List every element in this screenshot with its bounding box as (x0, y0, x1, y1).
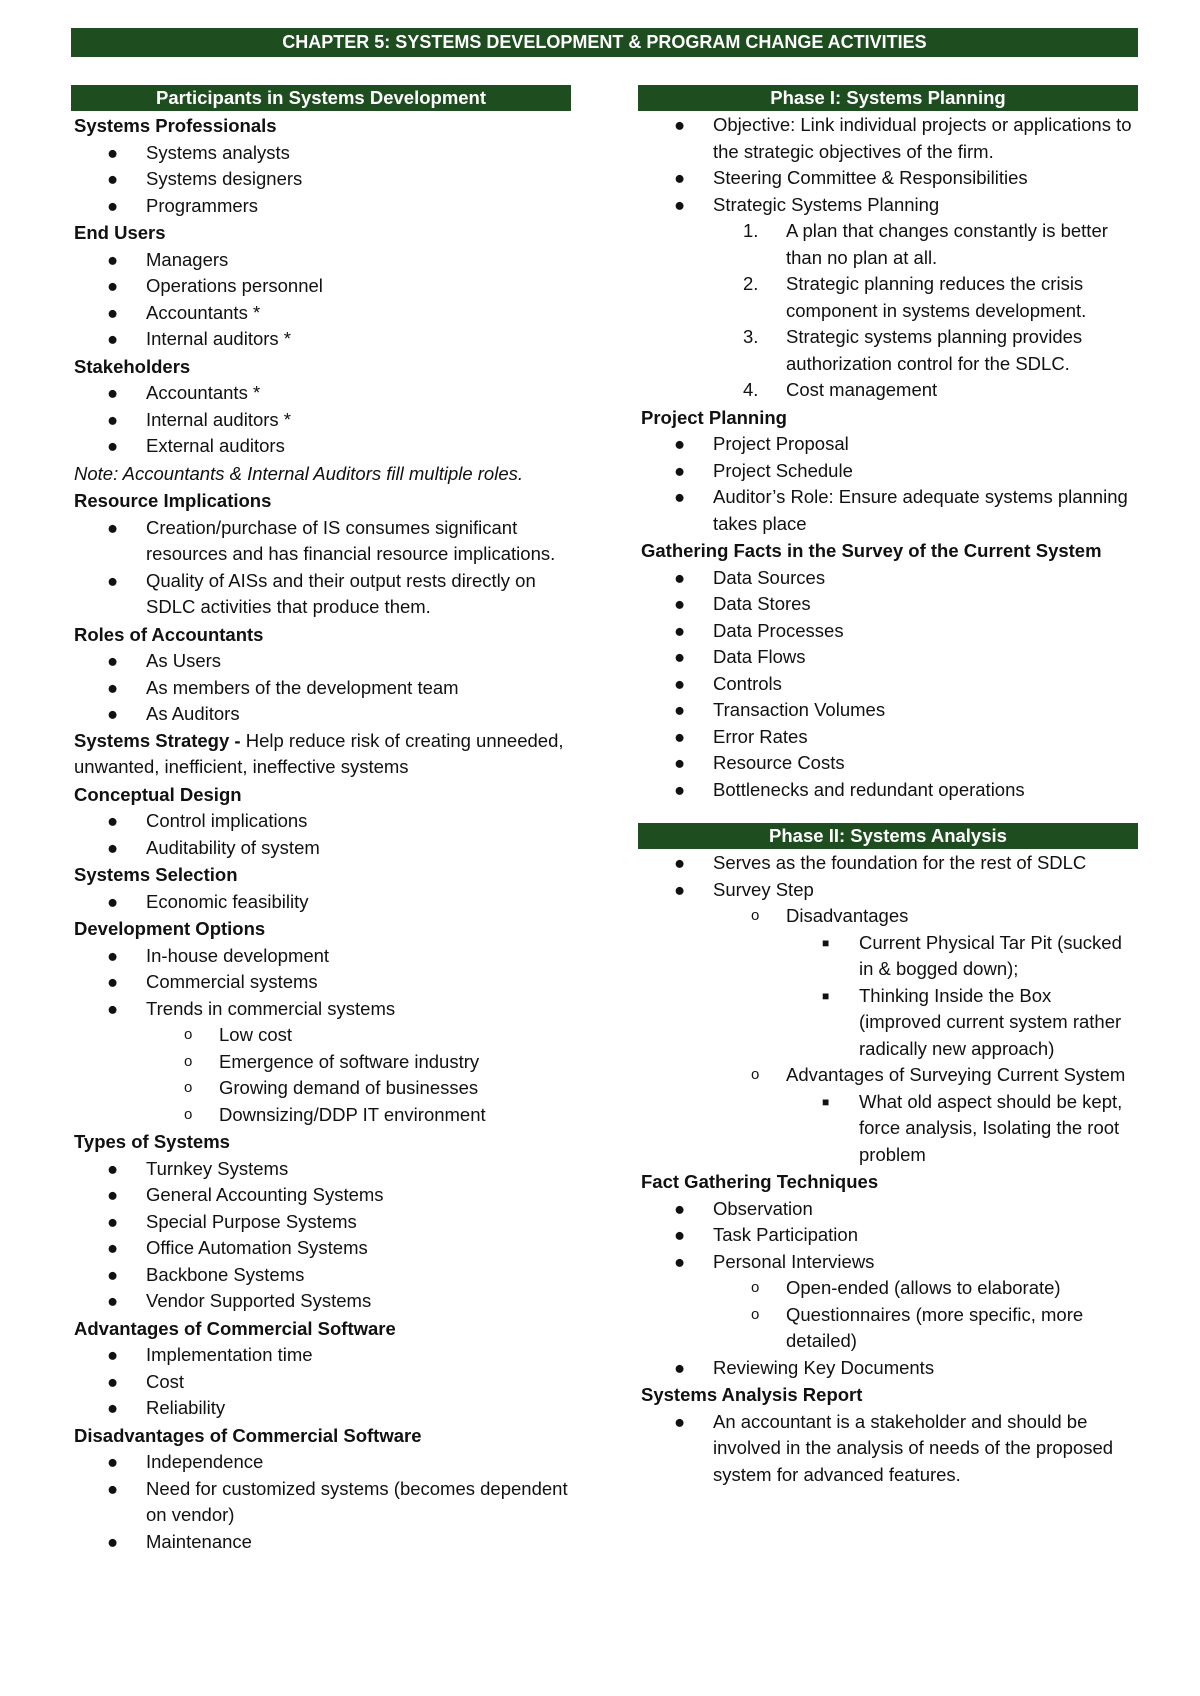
list-item: ● Steering Committee & Responsibilities (638, 165, 1138, 192)
bullet-icon: ● (674, 778, 686, 800)
list-item: ● Systems analysts (71, 140, 571, 167)
list-item: ● Turnkey Systems (71, 1156, 571, 1183)
bullet-icon: ● (674, 167, 686, 188)
bullet-icon: ● (674, 114, 686, 135)
circle-bullet-icon: o (184, 1026, 193, 1043)
bullet-icon: ● (107, 676, 119, 698)
bullet-icon: ● (107, 890, 119, 912)
list-item: ● As members of the development team (71, 675, 571, 702)
list-item: ● Reviewing Key Documents (638, 1355, 1138, 1382)
bullet-icon: ● (674, 725, 686, 747)
list-item: ● Strategic Systems Planning 1. A plan that changes constantly is better than no plan at all. 2. Strategic planning reduces the crisis component in systems development. 3. Strategic systems planning provides authorization control for the SDLC. 4. Cost management (638, 192, 1138, 404)
heading-development-options: Development Options (74, 918, 266, 939)
list-item: ● As Users (71, 648, 571, 675)
list-item: ● Auditability of system (71, 835, 571, 862)
list-gathering-facts (638, 565, 1138, 804)
list-conceptual-design (71, 808, 571, 861)
list-item: ● Systems designers (71, 166, 571, 193)
bullet-icon: ● (107, 1237, 119, 1258)
heading-analysis-report: Systems Analysis Report (641, 1384, 863, 1405)
list-item: o Open-ended (allows to elaborate) (713, 1275, 1138, 1302)
list-survey-disadvantages (786, 930, 1138, 1063)
list-item: ● Data Sources (638, 565, 1138, 592)
list-item: ● Control implications (71, 808, 571, 835)
list-item: ■ What old aspect should be kept, force analysis, Isolating the root problem (822, 1090, 1123, 1165)
heading-stakeholders: Stakeholders (74, 355, 191, 377)
bullet-icon: ● (107, 168, 119, 189)
bullet-icon: ● (107, 944, 119, 966)
list-item: ■ Thinking Inside the Box (improved current system rather radically new approach) (822, 984, 1122, 1059)
bullet-icon: ● (674, 1250, 686, 1272)
heading-gathering-facts: Gathering Facts in the Survey of the Current System (641, 540, 1102, 561)
list-item: ● Trends in commercial systems o Low cost o Emergence of software industry o Growing demand of businesses o Downsizing/DDP IT environment (71, 996, 571, 1129)
list-stakeholders (71, 380, 571, 460)
list-item: ● Economic feasibility (71, 889, 571, 916)
bullet-icon: ● (107, 301, 119, 323)
list-item: ● Data Flows (638, 644, 1138, 671)
systems-strategy-text: Help reduce risk of creating unneeded, unwanted, inefficient, ineffective systems (74, 729, 564, 777)
list-item: ● As Auditors (71, 701, 571, 728)
bullet-icon: ● (674, 1224, 686, 1245)
list-phase-2 (638, 850, 1138, 1168)
list-item: ● Programmers (71, 193, 571, 220)
list-item: ● Data Stores (638, 591, 1138, 618)
list-item: ● Creation/purchase of IS consumes significant resources and has financial resource implications. (107, 516, 556, 564)
list-item: o Advantages of Surveying Current System ■ What old aspect should be kept, force analysis, Isolating the root problem (713, 1062, 1138, 1168)
list-project-planning (638, 431, 1138, 537)
circle-bullet-icon: o (751, 1279, 760, 1296)
list-item: 1. A plan that changes constantly is better than no plan at all. (743, 220, 1108, 268)
list-item: ■ Current Physical Tar Pit (sucked in & bogged down); (822, 931, 1122, 979)
list-item: ● Managers (71, 247, 571, 274)
bullet-icon: ● (107, 1477, 119, 1499)
heading-systems-selection: Systems Selection (74, 864, 238, 885)
list-item: ● Transaction Volumes (638, 697, 1138, 724)
list-systems-selection (71, 889, 571, 916)
list-phase-1 (638, 112, 1138, 404)
list-item: ● Accountants * (71, 380, 571, 407)
bullet-icon: ● (107, 997, 119, 1019)
list-item: ● Bottlenecks and redundant operations (638, 777, 1138, 804)
list-item: ● Objective: Link individual projects or applications to the strategic objectives of the firm. (674, 114, 1132, 162)
list-item: ● Implementation time (71, 1342, 571, 1369)
list-item: ● Need for customized systems (becomes dependent on vendor) (107, 1477, 568, 1525)
list-item: o Growing demand of businesses (146, 1075, 571, 1102)
list-resource-implications (71, 515, 571, 621)
list-roles-of-accountants (71, 648, 571, 728)
heading-project-planning: Project Planning (641, 406, 787, 428)
list-item: ● Office Automation Systems (71, 1235, 571, 1262)
bullet-icon: ● (107, 1344, 119, 1365)
list-item: ● Quality of AISs and their output rests directly on SDLC activities that produce them. (107, 569, 536, 617)
bullet-icon: ● (107, 1290, 119, 1311)
bullet-icon: ● (107, 1397, 119, 1418)
list-item: ● Project Schedule (638, 458, 1138, 485)
bullet-icon: ● (107, 141, 119, 163)
section-header-phase-1: Phase I: Systems Planning (638, 85, 1138, 111)
bullet-icon: ● (674, 1410, 686, 1432)
list-advantages-commercial-software (71, 1342, 571, 1422)
bullet-icon: ● (107, 810, 119, 831)
list-item: ● Independence (71, 1449, 571, 1476)
list-item: ● Maintenance (71, 1529, 571, 1556)
list-item: ● Accountants * (71, 300, 571, 327)
list-survey-advantages (786, 1089, 1138, 1169)
list-analysis-report (638, 1409, 1138, 1489)
section-header-participants: Participants in Systems Development (71, 85, 571, 111)
list-item: ● Special Purpose Systems (71, 1209, 571, 1236)
list-item: ● Project Proposal (638, 431, 1138, 458)
list-item: ● In-house development (71, 943, 571, 970)
list-item: o Low cost (146, 1022, 571, 1049)
list-survey-step (713, 903, 1138, 1168)
list-item: o Emergence of software industry (146, 1049, 571, 1076)
list-item: ● Backbone Systems (71, 1262, 571, 1289)
bullet-icon: ● (674, 486, 686, 507)
list-item: ● Auditor’s Role: Ensure adequate systems planning takes place (674, 486, 1128, 534)
bullet-icon: ● (674, 699, 686, 720)
bullet-icon: ● (674, 593, 686, 614)
bullet-icon: ● (107, 1263, 119, 1285)
list-item: ● Cost (71, 1369, 571, 1396)
heading-disadvantages-commercial-software: Disadvantages of Commercial Software (74, 1424, 422, 1446)
systems-strategy (71, 728, 571, 781)
list-number: 1. (743, 220, 759, 241)
list-item: 4. Cost management (713, 377, 1138, 404)
circle-bullet-icon: o (184, 1052, 193, 1070)
bullet-icon: ● (107, 516, 119, 538)
bullet-icon: ● (674, 433, 686, 454)
list-number: 3. (743, 326, 759, 347)
circle-bullet-icon: o (751, 907, 760, 924)
bullet-icon: ● (107, 1370, 119, 1392)
list-systems-professionals (71, 140, 571, 220)
bullet-icon: ● (674, 852, 686, 873)
bullet-icon: ● (107, 703, 119, 724)
square-bullet-icon: ■ (822, 988, 830, 1003)
bullet-icon: ● (674, 752, 686, 773)
list-item: o Disadvantages ■ Current Physical Tar Pit (sucked in & bogged down); ■ Thinking Inside the Box (improved current system rather radically new approach) (713, 903, 1138, 1062)
list-item: 3. Strategic systems planning provides authorization control for the SDLC. (743, 326, 1083, 374)
list-item: ● Controls (638, 671, 1138, 698)
heading-conceptual-design: Conceptual Design (74, 783, 242, 805)
circle-bullet-icon: o (751, 1305, 760, 1323)
bullet-icon: ● (674, 193, 686, 215)
section-header-phase-2: Phase II: Systems Analysis (638, 823, 1138, 849)
heading-systems-professionals: Systems Professionals (74, 115, 277, 136)
list-item: ● Personal Interviews o Open-ended (allows to elaborate) o Questionnaires (more specific, more detailed) (638, 1249, 1138, 1355)
list-item: ● External auditors (71, 433, 571, 460)
list-item: ● Data Processes (638, 618, 1138, 645)
bullet-icon: ● (107, 971, 119, 992)
list-item: ● Vendor Supported Systems (71, 1288, 571, 1315)
list-types-of-systems (71, 1156, 571, 1315)
list-item: ● Commercial systems (71, 969, 571, 996)
circle-bullet-icon: o (184, 1079, 193, 1096)
list-item: ● Serves as the foundation for the rest of SDLC (638, 850, 1138, 877)
list-item: 2. Strategic planning reduces the crisis component in systems development. (743, 273, 1087, 321)
list-development-options (71, 943, 571, 1129)
list-item: ● Survey Step o Disadvantages ■ Current Physical Tar Pit (sucked in & bogged down); ■ Thinking Inside the Box (improved current system rather radically new approach) o Advantages of Surveying Current System ■ What old aspect should be kept, force analysis, Isolating the root problem (638, 877, 1138, 1169)
list-item: o Questionnaires (more specific, more detailed) (751, 1303, 1084, 1351)
bullet-icon: ● (674, 646, 686, 667)
list-trends (146, 1022, 571, 1128)
bullet-icon: ● (674, 619, 686, 641)
heading-end-users: End Users (74, 222, 166, 243)
bullet-icon: ● (107, 650, 119, 671)
bullet-icon: ● (107, 1530, 119, 1552)
bullet-icon: ● (674, 1356, 686, 1378)
bullet-icon: ● (674, 672, 686, 694)
bullet-icon: ● (107, 328, 119, 349)
list-end-users (71, 247, 571, 353)
bullet-icon: ● (107, 275, 119, 296)
list-item: ● An accountant is a stakeholder and should be involved in the analysis of needs of the proposed system for advanced features. (674, 1410, 1114, 1485)
square-bullet-icon: ■ (822, 1094, 830, 1109)
bullet-icon: ● (674, 459, 686, 481)
bullet-icon: ● (107, 1184, 119, 1205)
list-fact-gathering (638, 1196, 1138, 1382)
heading-types-of-systems: Types of Systems (74, 1131, 230, 1152)
circle-bullet-icon: o (751, 1066, 760, 1083)
heading-roles-of-accountants: Roles of Accountants (74, 623, 264, 645)
list-item: ● Task Participation (638, 1222, 1138, 1249)
list-interviews (713, 1275, 1138, 1355)
square-bullet-icon: ■ (822, 935, 830, 950)
bullet-icon: ● (107, 435, 119, 456)
bullet-icon: ● (107, 1157, 119, 1179)
chapter-title: CHAPTER 5: SYSTEMS DEVELOPMENT & PROGRAM CHANGE ACTIVITIES (71, 28, 1138, 57)
list-disadvantages-commercial-software (71, 1449, 571, 1555)
bullet-icon: ● (107, 408, 119, 430)
list-number: 4. (743, 379, 759, 400)
circle-bullet-icon: o (184, 1105, 193, 1123)
bullet-icon: ● (107, 569, 119, 591)
heading-fact-gathering: Fact Gathering Techniques (641, 1171, 879, 1192)
bullet-icon: ● (107, 1451, 119, 1472)
bullet-icon: ● (674, 1197, 686, 1219)
bullet-icon: ● (107, 836, 119, 858)
note-multiple-roles: Note: Accountants & Internal Auditors fill multiple roles. (74, 462, 524, 484)
heading-resource-implications: Resource Implications (74, 490, 272, 511)
bullet-icon: ● (674, 878, 686, 900)
list-item: o Downsizing/DDP IT environment (146, 1102, 571, 1129)
bullet-icon: ● (107, 248, 119, 270)
bullet-icon: ● (107, 382, 119, 403)
list-strategic-planning (713, 218, 1138, 404)
list-number: 2. (743, 273, 759, 294)
heading-advantages-commercial-software: Advantages of Commercial Software (74, 1317, 396, 1339)
list-item: ● Internal auditors * (71, 326, 571, 353)
left-column (71, 85, 571, 1555)
list-item: ● Resource Costs (638, 750, 1138, 777)
bullet-icon: ● (107, 194, 119, 216)
list-item: ● Internal auditors * (71, 407, 571, 434)
list-item: ● Operations personnel (71, 273, 571, 300)
section-spacer (638, 803, 1138, 823)
bullet-icon: ● (674, 566, 686, 588)
list-item: ● Reliability (71, 1395, 571, 1422)
list-item: ● General Accounting Systems (71, 1182, 571, 1209)
bullet-icon: ● (107, 1210, 119, 1232)
list-item: ● Error Rates (638, 724, 1138, 751)
systems-strategy-label: Systems Strategy - (74, 729, 241, 751)
list-item: ● Observation (638, 1196, 1138, 1223)
right-column (638, 85, 1138, 1488)
